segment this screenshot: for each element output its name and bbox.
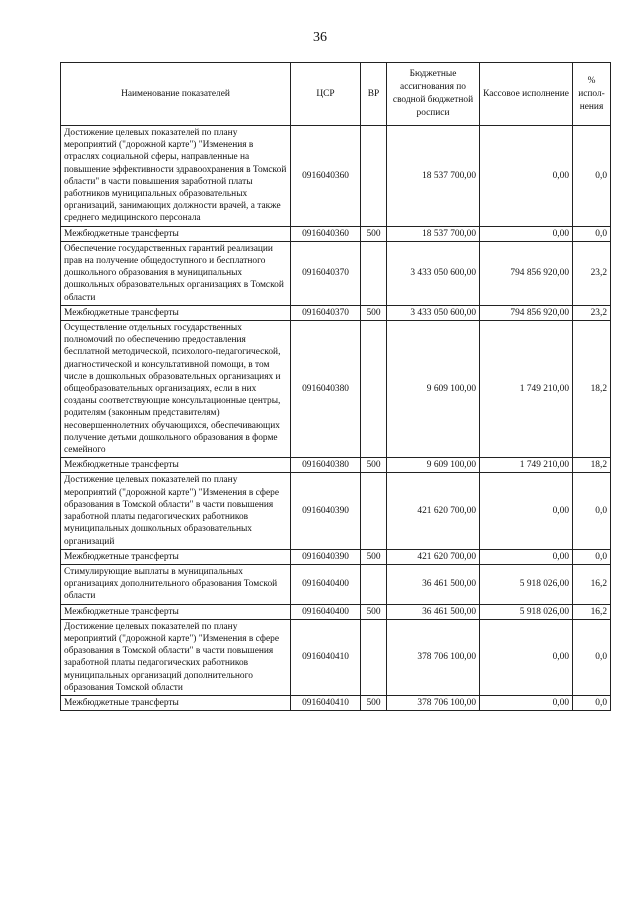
- cell-vr: [361, 564, 387, 604]
- cell-csr: 0916040380: [291, 321, 361, 458]
- cell-csr: 0916040390: [291, 473, 361, 549]
- table-row: [61, 458, 611, 473]
- header-csr: ЦСР: [291, 63, 361, 126]
- cell-cash: 0,00: [480, 619, 573, 695]
- cell-vr: [361, 473, 387, 549]
- header-budget: Бюджетные ассигнования по сводной бюджетной росписи: [387, 63, 480, 126]
- cell-csr: 0916040400: [291, 564, 361, 604]
- cell-name: Стимулирующие выплаты в муниципальных организациях дополнительного образования Томской области: [61, 564, 291, 604]
- cell-vr: 500: [361, 604, 387, 619]
- cell-cash: 1 749 210,00: [480, 321, 573, 458]
- cell-name: Межбюджетные трансферты: [61, 695, 291, 710]
- cell-name: Достижение целевых показателей по плану мероприятий ("дорожной карте") "Изменения в сфере образования в Томской области" в части повышения заработной платы педагогических работников муниципальных организаций дополнительного образования Томской области: [61, 619, 291, 695]
- table-row: [61, 564, 611, 604]
- cell-cash: 0,00: [480, 226, 573, 241]
- header-cash: Кассовое исполнение: [480, 63, 573, 126]
- cell-pct: 0,0: [573, 473, 611, 549]
- cell-csr: 0916040410: [291, 619, 361, 695]
- cell-budget: 36 461 500,00: [387, 604, 480, 619]
- cell-budget: 3 433 050 600,00: [387, 241, 480, 305]
- cell-vr: 500: [361, 549, 387, 564]
- cell-cash: 0,00: [480, 695, 573, 710]
- cell-name: Межбюджетные трансферты: [61, 604, 291, 619]
- cell-csr: 0916040400: [291, 604, 361, 619]
- cell-pct: 23,2: [573, 241, 611, 305]
- table-row: [61, 619, 611, 695]
- cell-cash: 5 918 026,00: [480, 604, 573, 619]
- cell-pct: 18,2: [573, 458, 611, 473]
- cell-budget: 9 609 100,00: [387, 321, 480, 458]
- cell-vr: 500: [361, 305, 387, 320]
- cell-pct: 16,2: [573, 564, 611, 604]
- cell-cash: 0,00: [480, 126, 573, 227]
- cell-name: Межбюджетные трансферты: [61, 549, 291, 564]
- cell-cash: 0,00: [480, 473, 573, 549]
- cell-cash: 5 918 026,00: [480, 564, 573, 604]
- table-row: [61, 473, 611, 549]
- cell-csr: 0916040360: [291, 226, 361, 241]
- cell-budget: 421 620 700,00: [387, 473, 480, 549]
- table-row: [61, 305, 611, 320]
- cell-vr: [361, 619, 387, 695]
- budget-table: [60, 62, 611, 711]
- cell-pct: 0,0: [573, 619, 611, 695]
- cell-pct: 0,0: [573, 549, 611, 564]
- cell-budget: 378 706 100,00: [387, 619, 480, 695]
- cell-budget: 3 433 050 600,00: [387, 305, 480, 320]
- cell-csr: 0916040410: [291, 695, 361, 710]
- header-vr: ВР: [361, 63, 387, 126]
- cell-name: Межбюджетные трансферты: [61, 458, 291, 473]
- cell-budget: 378 706 100,00: [387, 695, 480, 710]
- cell-vr: [361, 241, 387, 305]
- page-number: 36: [313, 30, 327, 45]
- cell-pct: 23,2: [573, 305, 611, 320]
- table-row: [61, 604, 611, 619]
- cell-csr: 0916040380: [291, 458, 361, 473]
- cell-name: Достижение целевых показателей по плану мероприятий ("дорожной карте") "Изменения в сфере образования в Томской области" в части повышения заработной платы педагогических работников муниципальных дошкольных образовательных организаций: [61, 473, 291, 549]
- cell-pct: 18,2: [573, 321, 611, 458]
- cell-cash: 0,00: [480, 549, 573, 564]
- cell-budget: 18 537 700,00: [387, 126, 480, 227]
- cell-name: Осуществление отдельных государственных полномочий по обеспечению предоставления бесплатной методической, психолого-педагогической, диагностической и консультативной помощи, в том числе в дошкольных образовательных организациях и общеобразовательных организациях, если в них созданы соответствующие консультационные центры, родителям (законным представителям) несовершеннолетних обучающихся, обеспечивающих получение детьми дошкольного образования в форме семейного: [61, 321, 291, 458]
- header-name: Наименование показателей: [61, 63, 291, 126]
- cell-pct: 0,0: [573, 695, 611, 710]
- table-header-row: [61, 63, 611, 126]
- cell-name: Достижение целевых показателей по плану мероприятий ("дорожной карте") "Изменения в отраслях социальной сферы, направленные на повышение эффективности здравоохранения в Томской области" в части повышения заработной платы работников муниципальных образовательных организаций, занимающих должности врачей, а также среднего медицинского персонала: [61, 126, 291, 227]
- cell-name: Обеспечение государственных гарантий реализации прав на получение общедоступного и бесплатного дошкольного образования в муниципальных дошкольных образовательных организациях в Томской области: [61, 241, 291, 305]
- cell-vr: [361, 321, 387, 458]
- table-row: [61, 126, 611, 227]
- table-row: [61, 695, 611, 710]
- cell-vr: [361, 126, 387, 227]
- table-row: [61, 321, 611, 458]
- cell-csr: 0916040370: [291, 305, 361, 320]
- cell-vr: 500: [361, 458, 387, 473]
- cell-cash: 1 749 210,00: [480, 458, 573, 473]
- cell-vr: 500: [361, 226, 387, 241]
- cell-csr: 0916040370: [291, 241, 361, 305]
- cell-vr: 500: [361, 695, 387, 710]
- cell-budget: 18 537 700,00: [387, 226, 480, 241]
- header-pct: % испол-нения: [573, 63, 611, 126]
- cell-csr: 0916040390: [291, 549, 361, 564]
- cell-budget: 9 609 100,00: [387, 458, 480, 473]
- cell-pct: 0,0: [573, 126, 611, 227]
- table-row: [61, 226, 611, 241]
- cell-pct: 0,0: [573, 226, 611, 241]
- table-row: [61, 241, 611, 305]
- cell-pct: 16,2: [573, 604, 611, 619]
- cell-budget: 421 620 700,00: [387, 549, 480, 564]
- cell-name: Межбюджетные трансферты: [61, 226, 291, 241]
- cell-csr: 0916040360: [291, 126, 361, 227]
- cell-cash: 794 856 920,00: [480, 241, 573, 305]
- cell-budget: 36 461 500,00: [387, 564, 480, 604]
- cell-cash: 794 856 920,00: [480, 305, 573, 320]
- cell-name: Межбюджетные трансферты: [61, 305, 291, 320]
- table-row: [61, 549, 611, 564]
